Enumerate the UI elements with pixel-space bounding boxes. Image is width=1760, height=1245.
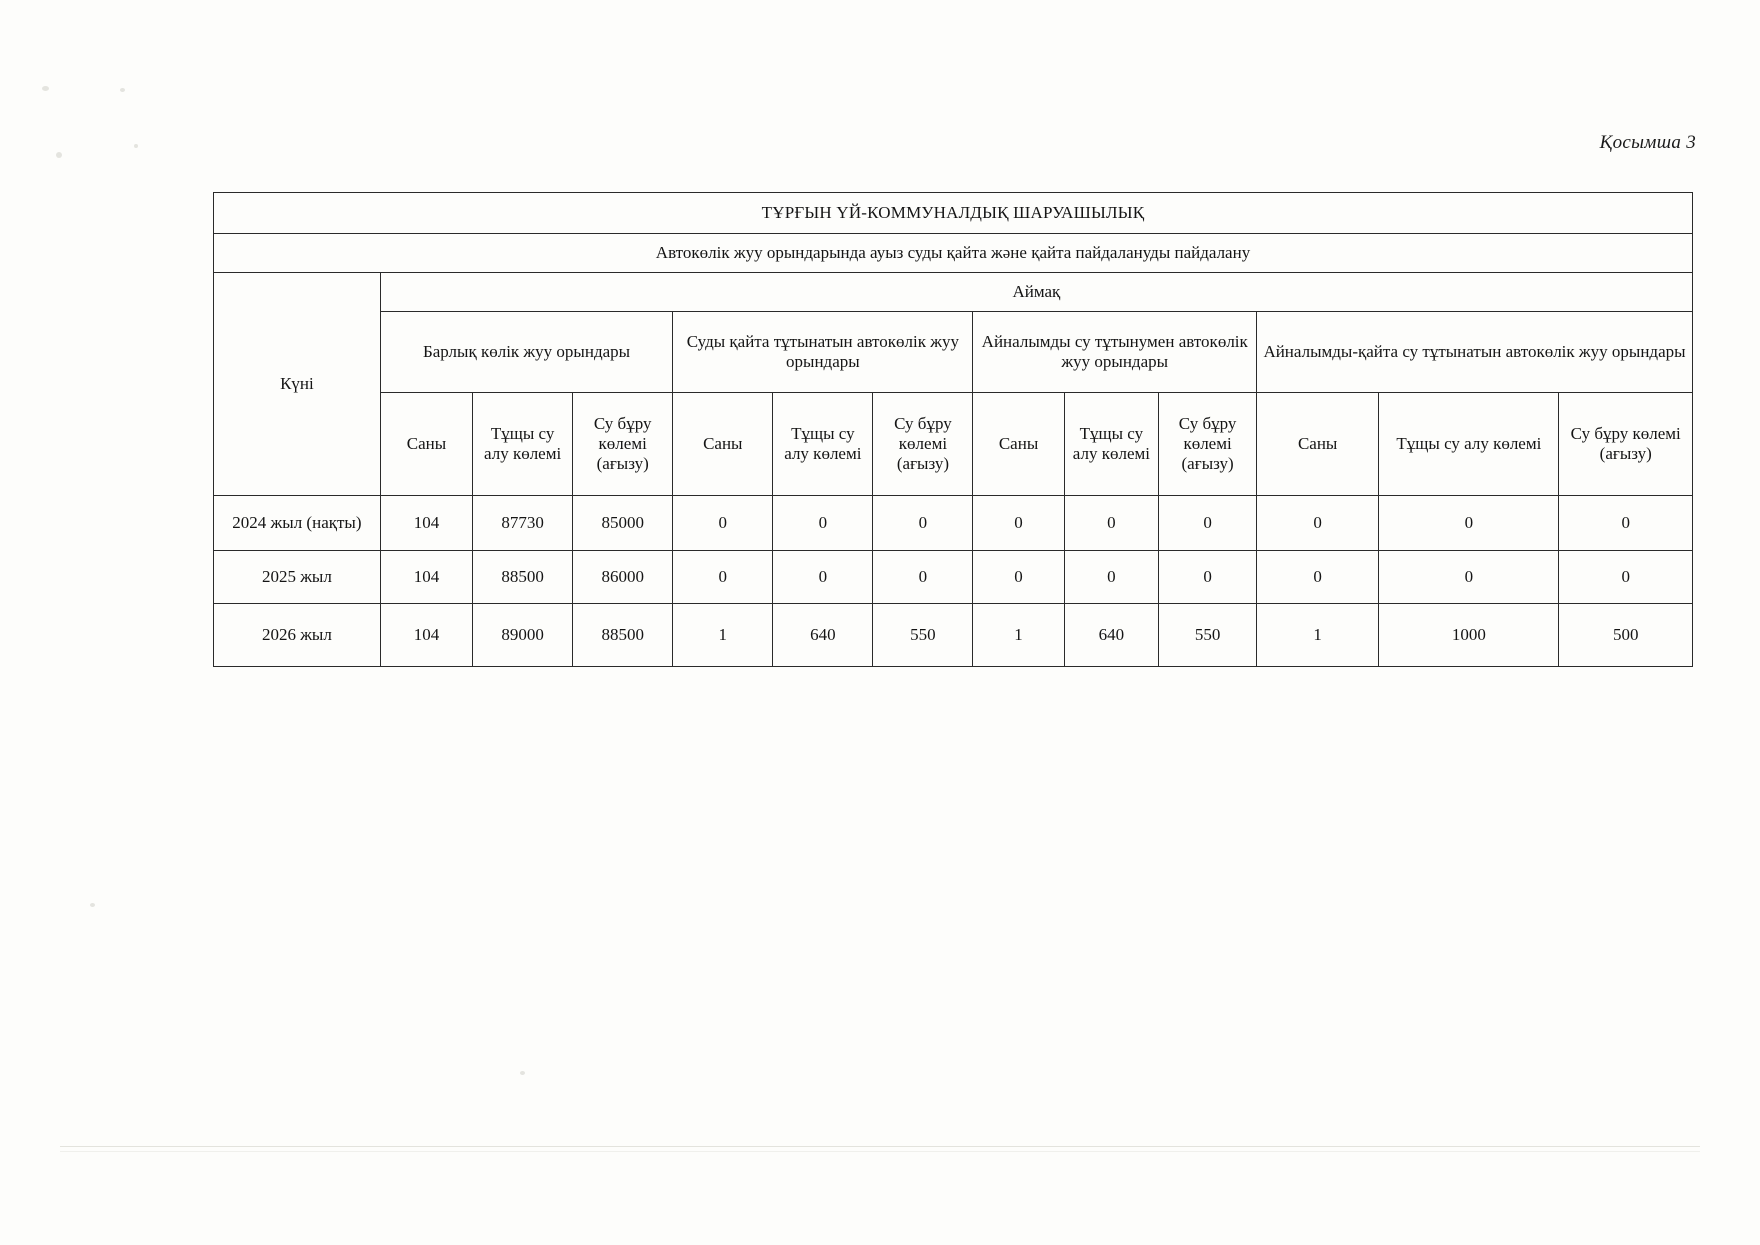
- group-header-all-carwashes: Барлық көлік жуу орындары: [380, 312, 672, 393]
- cell-value: 0: [773, 551, 873, 604]
- group-header-recirculating-carwashes: Айналымды су тұтынумен автокөлік жуу орындары: [973, 312, 1257, 393]
- subheader-count-2: Саны: [673, 393, 773, 496]
- cell-value: 0: [1064, 496, 1159, 551]
- table-row: [214, 604, 1693, 667]
- cell-value: 88500: [473, 551, 573, 604]
- subheader-count-4: Саны: [1257, 393, 1379, 496]
- cell-value: 0: [1379, 496, 1559, 551]
- table-row: [214, 551, 1693, 604]
- group-header-recirculating-reuse-carwashes: Айналымды-қайта су тұтынатын автокөлік жуу орындары: [1257, 312, 1693, 393]
- cell-value: 88500: [573, 604, 673, 667]
- cell-value: 0: [1257, 551, 1379, 604]
- cell-value: 0: [1159, 551, 1257, 604]
- cell-value: 85000: [573, 496, 673, 551]
- scan-speck: [56, 152, 62, 158]
- water-reuse-table: [213, 192, 1693, 667]
- scan-speck: [134, 144, 138, 148]
- subheader-freshwater-2: Тұщы су алу көлемі: [773, 393, 873, 496]
- cell-value: 640: [773, 604, 873, 667]
- subheader-freshwater-1: Тұщы су алу көлемі: [473, 393, 573, 496]
- subheader-freshwater-4: Тұщы су алу көлемі: [1379, 393, 1559, 496]
- cell-value: 0: [1257, 496, 1379, 551]
- subheader-discharge-3: Су бұру көлемі (ағызу): [1159, 393, 1257, 496]
- document-title: ТҰРҒЫН ҮЙ-КОММУНАЛДЫҚ ШАРУАШЫЛЫҚ: [214, 193, 1693, 234]
- document-subtitle: Автокөлік жуу орындарында ауыз суды қайта және қайта пайдалануды пайдалану: [214, 234, 1693, 273]
- cell-value: 0: [673, 551, 773, 604]
- cell-value: 500: [1559, 604, 1693, 667]
- cell-value: 0: [1559, 551, 1693, 604]
- column-header-region: Аймақ: [380, 273, 1692, 312]
- row-label-2026: 2026 жыл: [214, 604, 381, 667]
- cell-value: 1: [1257, 604, 1379, 667]
- annex-label: Қосымша 3: [1599, 132, 1696, 153]
- scan-hairline: [60, 1151, 1700, 1152]
- cell-value: 86000: [573, 551, 673, 604]
- cell-value: 0: [1559, 496, 1693, 551]
- subheader-discharge-1: Су бұру көлемі (ағызу): [573, 393, 673, 496]
- table-row-sub-headers: [214, 393, 1693, 496]
- table-row-subtitle: [214, 234, 1693, 273]
- scan-hairline: [60, 1146, 1700, 1147]
- cell-value: 104: [380, 496, 472, 551]
- cell-value: 0: [873, 496, 973, 551]
- table-row: [214, 496, 1693, 551]
- subheader-count-1: Саны: [380, 393, 472, 496]
- cell-value: 1000: [1379, 604, 1559, 667]
- subheader-discharge-4: Су бұру көлемі (ағызу): [1559, 393, 1693, 496]
- main-table-container: [213, 192, 1693, 667]
- cell-value: 1: [973, 604, 1064, 667]
- table-row-title: [214, 193, 1693, 234]
- subheader-count-3: Саны: [973, 393, 1064, 496]
- cell-value: 640: [1064, 604, 1159, 667]
- cell-value: 89000: [473, 604, 573, 667]
- scan-speck: [520, 1071, 525, 1075]
- cell-value: 0: [1159, 496, 1257, 551]
- cell-value: 0: [973, 496, 1064, 551]
- cell-value: 0: [873, 551, 973, 604]
- scan-speck: [120, 88, 125, 92]
- scan-speck: [90, 903, 95, 907]
- group-header-reuse-carwashes: Суды қайта тұтынатын автокөлік жуу орындары: [673, 312, 973, 393]
- subheader-freshwater-3: Тұщы су алу көлемі: [1064, 393, 1159, 496]
- cell-value: 0: [973, 551, 1064, 604]
- subheader-discharge-2: Су бұру көлемі (ағызу): [873, 393, 973, 496]
- cell-value: 104: [380, 551, 472, 604]
- cell-value: 1: [673, 604, 773, 667]
- cell-value: 0: [673, 496, 773, 551]
- scan-speck: [42, 86, 49, 91]
- cell-value: 0: [1064, 551, 1159, 604]
- cell-value: 87730: [473, 496, 573, 551]
- cell-value: 0: [1379, 551, 1559, 604]
- column-header-date: Күні: [214, 273, 381, 496]
- row-label-2025: 2025 жыл: [214, 551, 381, 604]
- table-row-group-headers: [214, 312, 1693, 393]
- cell-value: 104: [380, 604, 472, 667]
- cell-value: 0: [773, 496, 873, 551]
- cell-value: 550: [873, 604, 973, 667]
- row-label-2024: 2024 жыл (нақты): [214, 496, 381, 551]
- cell-value: 550: [1159, 604, 1257, 667]
- table-row-region: [214, 273, 1693, 312]
